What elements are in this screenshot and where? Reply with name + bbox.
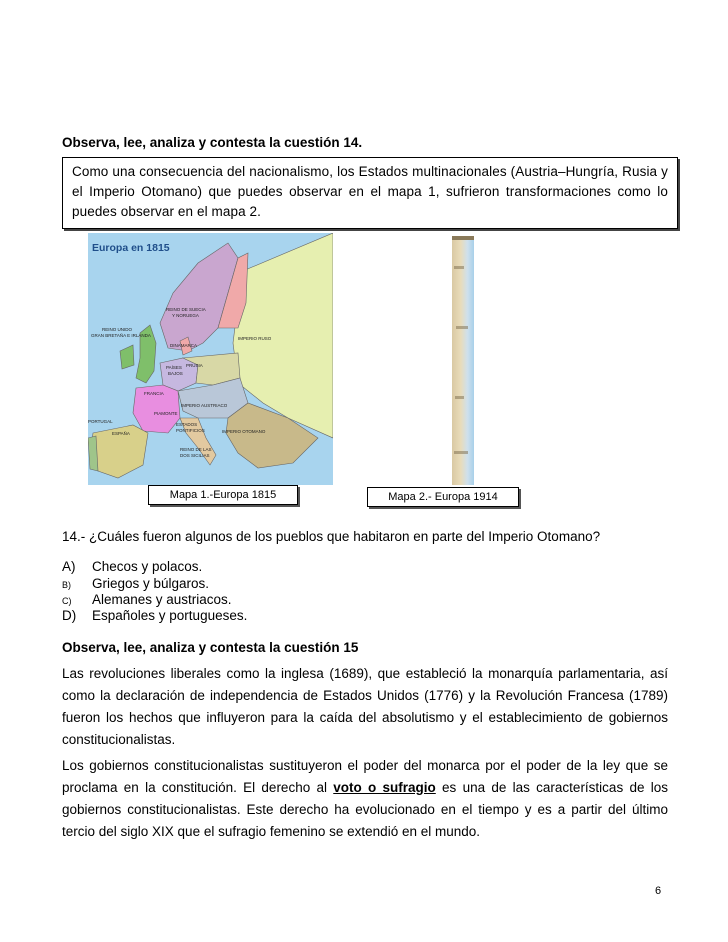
map-1815-drawing — [88, 233, 333, 485]
paragraph-gobiernos — [62, 755, 668, 843]
map-1914-mark — [454, 266, 464, 269]
paragraph-gobiernos-end: es una de las características de los gobiernos constitucionalistas. Este derecho ha evolucionado en el tiempo y es a partir del último tercio del siglo XIX que el sufragio femenino se extendió en el mundo. — [62, 780, 668, 839]
region-sweden-norway — [160, 243, 238, 351]
label-francia: FRANCIA — [144, 391, 164, 396]
label-bajos: BAJOS — [168, 371, 183, 376]
label-estados: ESTADOS — [176, 422, 198, 427]
label-dos-sicilias: DOS SICILIAS — [180, 453, 210, 458]
option-d-text: Españoles y portugueses. — [92, 608, 248, 623]
map-1914-mark — [455, 396, 464, 399]
map-europe-1914 — [452, 236, 474, 485]
label-paises: PAÍSES — [166, 365, 182, 370]
caption-map-2: Mapa 2.- Europa 1914 — [367, 487, 519, 507]
question-15-heading: Observa, lee, analiza y contesta la cuestión 15 — [62, 640, 359, 655]
map-europe-1815 — [88, 233, 333, 485]
label-dinamarca: DINAMARCA — [170, 343, 198, 348]
label-austriaco: IMPERIO AUSTRIACO — [181, 403, 228, 408]
context-box — [62, 157, 678, 229]
option-d — [62, 608, 247, 623]
map-1815-title: Europa en 1815 — [92, 242, 170, 254]
context-text: Como una consecuencia del nacionalismo, los Estados multinacionales (Austria–Hungría, Rusia y el Imperio Otomano) que puedes observar en el mapa 1, sufrieron transformaciones como lo puedes observar en el mapa 2. — [72, 164, 668, 219]
label-portugal: PORTUGAL — [88, 419, 113, 424]
map-1914-drawing — [452, 236, 474, 485]
label-prusia: PRUSIA — [186, 363, 203, 368]
page-number: 6 — [655, 885, 662, 897]
option-b-letter: B) — [62, 580, 71, 590]
label-suecia: REINO DE SUECIA — [166, 307, 206, 312]
label-imperio-ruso: IMPERIO RUSO — [238, 336, 272, 341]
option-a-text: Checos y polacos. — [92, 559, 203, 574]
question-14-text: 14.- ¿Cuáles fueron algunos de los pueblos que habitaron en parte del Imperio Otomano? — [62, 529, 601, 544]
option-c — [62, 592, 232, 607]
label-reino-unido: REINO UNIDO — [102, 327, 133, 332]
label-otomano: IMPERIO OTOMANO — [222, 429, 266, 434]
option-d-letter: D) — [62, 608, 77, 623]
paragraph-gobiernos-start: Los gobiernos constitucionalistas sustituyeron el poder del monarca por el poder de la ley que se proclama en la constitución. El derecho al — [62, 758, 668, 795]
option-a — [62, 559, 202, 574]
label-gran-bretana: GRAN BRETAÑA E IRLANDA — [91, 333, 151, 338]
question-14-heading: Observa, lee, analiza y contesta la cuestión 14. — [62, 135, 363, 150]
region-portugal — [88, 436, 98, 471]
map-1914-top-edge — [452, 236, 474, 240]
label-noruega: Y NORUEGA — [172, 313, 199, 318]
map-1914-mark — [456, 326, 468, 329]
map-1914-mark — [454, 451, 468, 454]
option-b — [62, 576, 209, 591]
option-c-text: Alemanes y austriacos. — [92, 592, 232, 607]
term-voto-sufragio: voto o sufragio — [333, 780, 436, 795]
caption-map-1: Mapa 1.-Europa 1815 — [148, 485, 298, 505]
label-espana: ESPAÑA — [112, 431, 130, 436]
region-ireland — [120, 345, 134, 369]
label-pontificios: PONTIFICIOS — [176, 428, 205, 433]
label-piamonte: PIAMONTE — [154, 411, 178, 416]
option-b-text: Griegos y búlgaros. — [92, 576, 210, 591]
option-c-letter: C) — [62, 596, 72, 606]
paragraph-revoluciones: Las revoluciones liberales como la inglesa (1689), que estableció la monarquía parlamentaria, así como la declaración de independencia de Estados Unidos (1776) y la Revolución Francesa (1789) fueron los hechos que influyeron para la caída del absolutismo y el establecimiento de gobiernos constitucionalistas. — [62, 666, 668, 747]
label-reino-de-las: REINO DE LAS — [180, 447, 212, 452]
option-a-letter: A) — [62, 559, 76, 574]
